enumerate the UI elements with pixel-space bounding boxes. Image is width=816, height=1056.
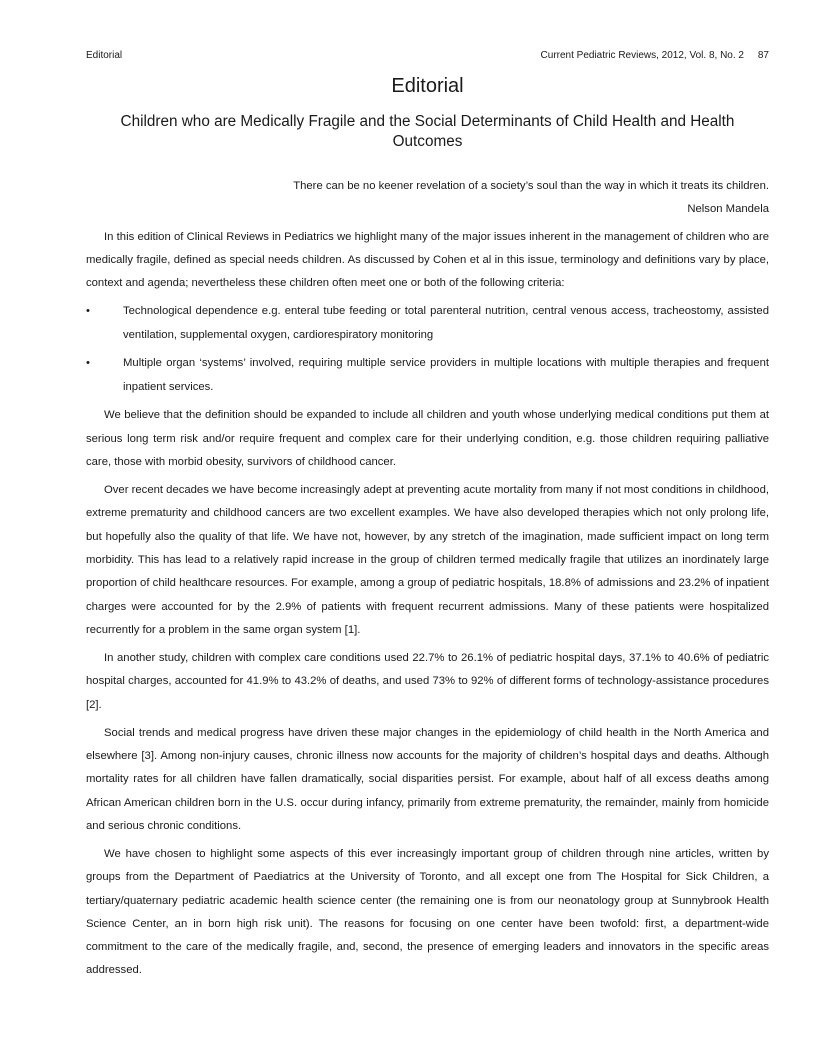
article-title: Editorial xyxy=(391,75,464,97)
journal-name: Current Pediatric Reviews, 2012, Vol. 8, No. 2 xyxy=(540,50,744,61)
criteria-item-text: Technological dependence e.g. enteral tube feeding or total parenteral nutrition, central venous access, tracheostomy, assisted ventilation, supplemental oxygen, cardiorespiratory monitoring xyxy=(123,305,769,341)
paragraph-definition: We believe that the definition should be expanded to include all children and youth whose underlying medical conditions put them at serious long term risk and/or require frequent and complex care for their underlying condition, e.g. those children requiring palliative care, those with morbid obesity, survivors of childhood cancer. xyxy=(86,409,769,469)
criteria-item xyxy=(86,300,769,347)
bullet-marker: • xyxy=(86,357,90,370)
epigraph-author: Nelson Mandela xyxy=(687,203,769,216)
criteria-item xyxy=(86,352,769,399)
criteria-list xyxy=(86,300,769,399)
paragraph-study: In another study, children with complex care conditions used 22.7% to 26.1% of pediatric hospital days, 37.1% to 40.6% of pediatric hospital charges, accounted for 41.9% to 43.2% of deaths, and used 73% to 92% of different forms of technology-assistance procedures [2]. xyxy=(86,652,769,711)
epigraph-quote: There can be no keener revelation of a society’s soul than the way in which it treats its children. xyxy=(293,180,769,192)
page-number: 87 xyxy=(757,50,769,61)
paragraph-social: Social trends and medical progress have driven these major changes in the epidemiology of child health in the North America and elsewhere [3]. Among non-injury causes, chronic illness now accounts for the majority of children’s hospital days and deaths. Although mortality rates for all children have fallen dramatically, social disparities persist. For example, about half of all excess deaths among African American children born in the U.S. occur during infancy, primarily from extreme prematurity, the remainder, mainly from homicide and serious chronic conditions. xyxy=(86,726,769,832)
running-header xyxy=(86,49,769,63)
paragraph-intro: In this edition of Clinical Reviews in Pediatrics we highlight many of the major issues inherent in the management of children who are medically fragile, defined as special needs children. As discussed by Cohen et al in this issue, terminology and definitions vary by place, context and agenda; nevertheless these children often meet one or both of the following criteria: xyxy=(86,230,769,290)
journal-citation xyxy=(541,49,769,63)
criteria-item-text: Multiple organ ‘systems’ involved, requiring multiple service providers in multiple locations with multiple therapies and frequent inpatient services. xyxy=(123,357,769,393)
section-label: Editorial xyxy=(86,50,123,61)
paragraph-trends: Over recent decades we have become increasingly adept at preventing acute mortality from many if not most conditions in childhood, extreme prematurity and childhood cancers are two excellent examples. We have also developed therapies which not only prolong life, but hopefully also the quality of that life. We have not, however, by any stretch of the imagination, made sufficient impact on long term morbidity. This has lead to a relatively rapid increase in the group of children termed medically fragile that utilizes an inordinately large proportion of child healthcare resources. For example, among a group of pediatric hospitals, 18.8% of admissions and 23.2% of inpatient charges were accounted for by the 2.9% of patients with frequent recurrent admissions. Many of these patients were hospitalized recurrently for a problem in the same organ system [1]. xyxy=(86,484,769,636)
paragraph-articles: We have chosen to highlight some aspects of this ever increasingly important group of children through nine articles, written by groups from the Department of Paediatrics at the University of Toronto, and all except one from The Hospital for Sick Children, a tertiary/quaternary pediatric academic health science center (the remaining one is from our neonatology group at Sunnybrook Health Science Center, an in born high risk unit). The reasons for focusing on one center have been twofold: first, a department-wide commitment to the care of the medically fragile, and, second, the presence of emerging leaders and innovators in the specific areas addressed. xyxy=(86,848,769,977)
article-body xyxy=(86,175,769,988)
article-subtitle: Children who are Medically Fragile and the Social Determinants of Child Health and Health Outcomes xyxy=(120,113,735,150)
bullet-marker: • xyxy=(86,305,90,318)
epigraph xyxy=(86,175,769,222)
